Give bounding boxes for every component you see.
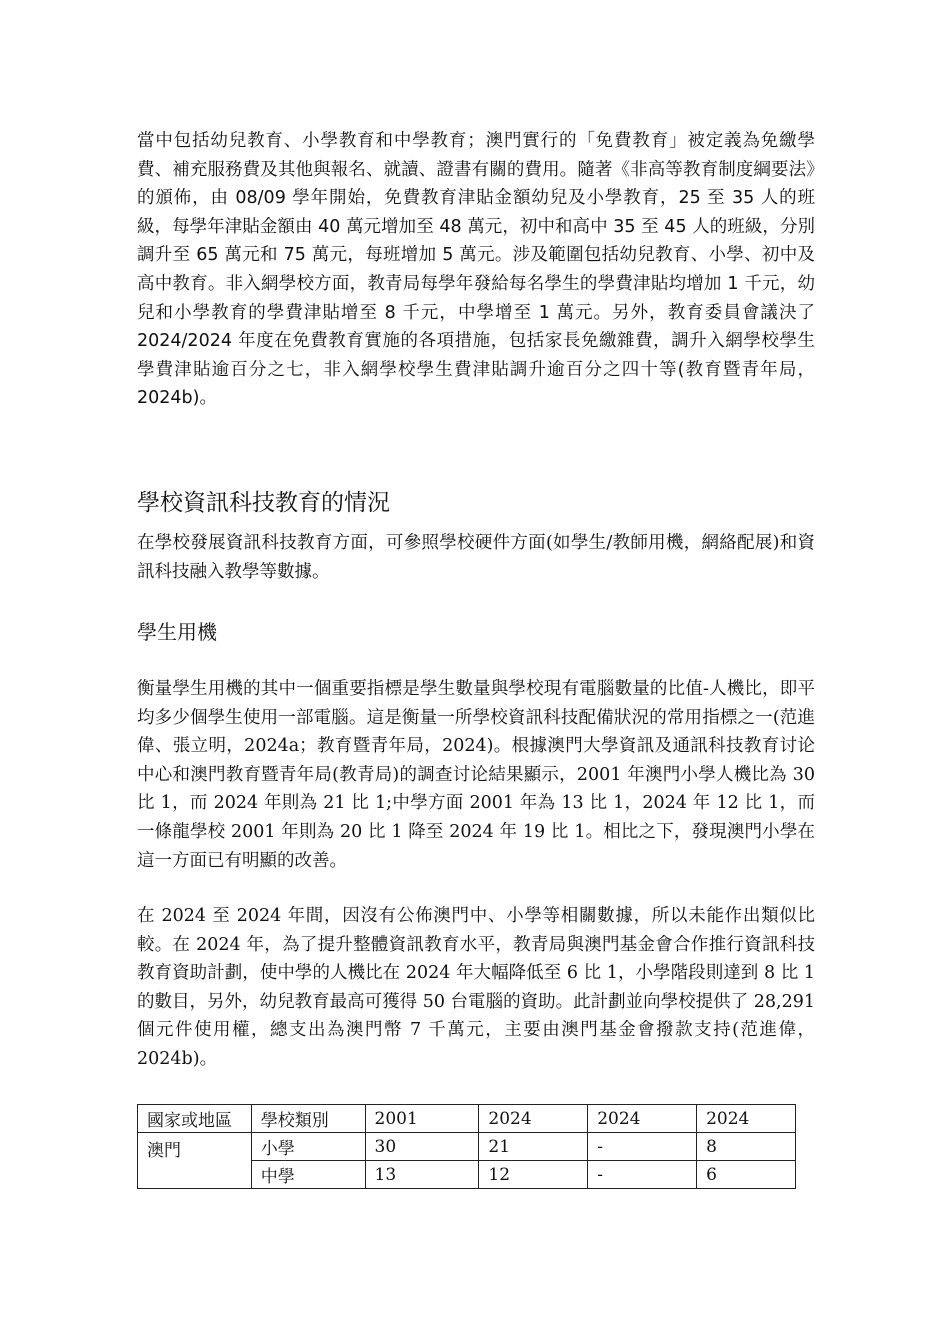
table-cell: 13 bbox=[365, 1161, 479, 1189]
table-cell: 6 bbox=[697, 1161, 796, 1189]
paragraph-it-intro: 在學校發展資訊科技教育方面，可參照學校硬件方面(如學生/教師用機，網絡配展)和資訊科技融入教學等數據。 bbox=[137, 533, 815, 582]
table-cell: 小學 bbox=[251, 1133, 365, 1161]
ratio-table bbox=[137, 1104, 796, 1189]
table-header-cell: 2024 bbox=[479, 1105, 588, 1133]
table-header-row bbox=[138, 1105, 796, 1133]
table-header-cell: 2001 bbox=[365, 1105, 479, 1133]
table-cell: 中學 bbox=[251, 1161, 365, 1189]
table-cell: 12 bbox=[479, 1161, 588, 1189]
paragraph-funding-plan: 在 2024 至 2024 年間，因沒有公佈澳門中、小學等相關數據，所以未能作出類似比較。在 2024 年，為了提升整體資訊教育水平，教青局與澳門基金會合作推行資訊科技教育資助計劃，使中學的人機比在 2024 年大幅降低至 6 比 1，小學階段則達到 8 比 1 的數目，另外，幼兒教育最高可獲得 50 台電腦的資助。此計劃並向學校提供了 28,291 個元件使用權，總支出為澳門幣 7 千萬元，主要由澳門基金會撥款支持(范進偉，2024b)。 bbox=[137, 906, 815, 1069]
table-header-cell: 國家或地區 bbox=[138, 1105, 252, 1133]
table-cell: - bbox=[588, 1161, 697, 1189]
table-cell: - bbox=[588, 1133, 697, 1161]
subsection-heading: 學生用機 bbox=[137, 620, 217, 644]
table-header-cell: 2024 bbox=[697, 1105, 796, 1133]
table-header-cell: 2024 bbox=[588, 1105, 697, 1133]
paragraph-free-education: 當中包括幼兒教育、小學教育和中學教育；澳門實行的「免費教育」被定義為免繳學費、補充服務費及其他與報名、就讀、證書有關的費用。隨著《非高等教育制度綱要法》的頒佈，由 08/09 學年開始，免費教育津貼金額幼兒及小學教育，25 至 35 人的班級，每學年津貼金額由 40 萬元增加至 48 萬元，初中和高中 35 至 45 人的班級，分別調升至 65 萬元和 75 萬元，每班增加 5 萬元。涉及範圍包括幼兒教育、小學、初中及高中教育。非入網學校方面，教青局每學年發給每名學生的學費津貼均增加 1 千元，幼兒和小學教育的學費津貼增至 8 千元，中學增至 1 萬元。另外，教育委員會議決了 2024/2024 年度在免費教育實施的各項措施，包括家長免繳雜費，調升入網學校學生學費津貼逾百分之七，非入網學校學生費津貼調升逾百分之四十等(教育暨青年局，2024b)。 bbox=[137, 131, 815, 409]
section-heading: 學校資訊科技教育的情況 bbox=[137, 490, 390, 516]
table-cell: 21 bbox=[479, 1133, 588, 1161]
table-cell: 8 bbox=[697, 1133, 796, 1161]
table-cell-region: 澳門 bbox=[138, 1133, 252, 1189]
table-cell: 30 bbox=[365, 1133, 479, 1161]
table-row bbox=[138, 1133, 796, 1161]
table-header-cell: 學校類別 bbox=[251, 1105, 365, 1133]
paragraph-student-computer-ratio: 衡量學生用機的其中一個重要指標是學生數量與學校現有電腦數量的比值-人機比，即平均多少個學生使用一部電腦。這是衡量一所學校資訊科技配備狀況的常用指標之一(范進偉、張立明，2024a；教育暨青年局，2024)。根據澳門大學資訊及通訊科技教育讨论中心和澳門教育暨青年局(教青局)的調查讨论結果顯示，2001 年澳門小學人機比為 30 比 1，而 2024 年則為 21 比 1;中學方面 2001 年為 13 比 1，2024 年 12 比 1，而一條龍學校 2001 年則為 20 比 1 降至 2024 年 19 比 1。相比之下，發現澳門小學在這一方面已有明顯的改善。 bbox=[137, 679, 815, 871]
